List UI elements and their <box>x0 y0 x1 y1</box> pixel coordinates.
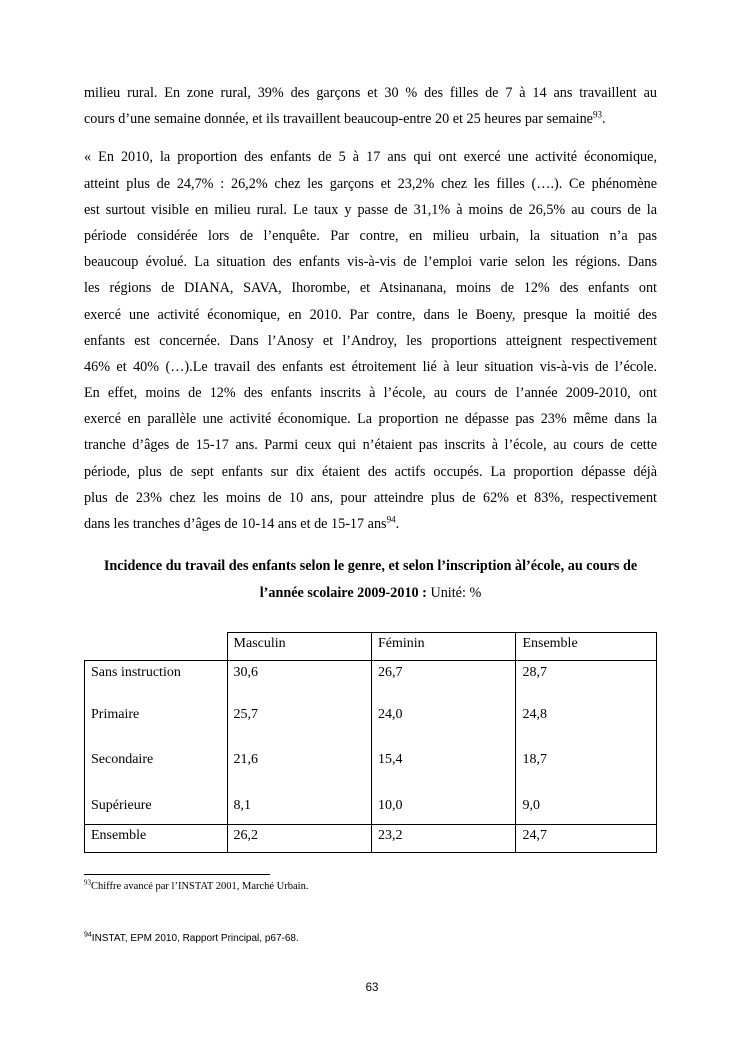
total-value: 24,7 <box>516 824 657 852</box>
table-row <box>85 748 657 793</box>
text-line: dans les tranches d’âges de 10-14 ans et de 15-17 ans$^{94}$. <box>84 514 400 532</box>
table-row <box>85 703 657 748</box>
cell-value: 30,6 <box>227 661 371 704</box>
header-empty-cell <box>85 633 228 661</box>
text-line: milieu rural. En zone rural, 39% des garçons et 30 % des filles de 7 à 14 ans travaillent au <box>84 85 657 101</box>
text-line: cours d’une semaine donnée, et ils travaillent beaucoup-entre 20 et 25 heures par semaine$^{93}$. <box>84 109 606 128</box>
incidence-table <box>84 632 657 853</box>
total-value: 23,2 <box>372 824 516 852</box>
cell-value: 26,7 <box>372 661 516 704</box>
text-line: « En 2010, la proportion des enfants de 5 à 17 ans qui ont exercé une activité économique, <box>84 149 657 166</box>
text-line: enfants est concernée. Dans l’Anosy et l’Androy, les proportions atteignent respectivement <box>84 332 657 349</box>
page-number: 63 <box>365 982 379 994</box>
footnote-ref-94[interactable]: 94 <box>386 514 396 525</box>
row-label: Primaire <box>85 703 228 748</box>
table-row <box>85 661 657 704</box>
cell-value: 10,0 <box>372 794 516 825</box>
row-label: Secondaire <box>85 748 228 793</box>
paragraph-1 <box>84 80 657 132</box>
footnote-93: $^{93}$Chiffre avancé par l’INSTAT 2001, Marché Urbain. <box>84 878 309 892</box>
table-header-row <box>85 633 657 661</box>
text-line: 46% et 40% (…).Le travail des enfants est étroitement lié à leur situation vis-à-vis de l’école. <box>84 358 657 375</box>
caption-unit: Unité: % <box>426 585 482 602</box>
total-label: Ensemble <box>85 824 228 852</box>
footnote-ref-93[interactable]: 93 <box>592 109 602 120</box>
text-line: beaucoup évolué. La situation des enfants vis-à-vis de l’emploi varie selon les régions. Dans <box>84 254 657 271</box>
cell-value: 24,0 <box>372 703 516 748</box>
paragraph-2 <box>84 144 657 537</box>
text-line: période, plus de sept enfants sur dix étaient des actifs occupés. La proportion dépasse déjà <box>84 463 657 480</box>
cell-value: 15,4 <box>372 748 516 793</box>
header-feminin: Féminin <box>372 633 516 661</box>
text-line: est surtout visible en milieu rural. Le taux y passe de 31,1% à moins de 26,5% au cours de la <box>84 201 657 218</box>
footnote-separator <box>84 874 270 875</box>
text-line: En effet, moins de 12% des enfants inscrits à l’école, au cours de l’année 2009-2010, ont <box>84 385 657 402</box>
page-body <box>84 80 657 843</box>
header-ensemble: Ensemble <box>516 633 657 661</box>
text-line: plus de 23% chez les moins de 10 ans, pour atteindre plus de 62% et 83%, respectivement <box>84 489 657 506</box>
cell-value: 24,8 <box>516 703 657 748</box>
table-caption <box>84 553 657 607</box>
text-line: les régions de DIANA, SAVA, Ihorombe, et Atsinanana, moins de 12% des enfants ont <box>84 280 657 297</box>
footnote-94: $^{94}$INSTAT, EPM 2010, Rapport Principal, p67-68. <box>84 931 299 944</box>
text-line: exercé une activité économique, en 2010. Par contre, dans le Boeny, presque la moitié des <box>84 306 657 323</box>
text-line: tranche d’âges de 15-17 ans. Parmi ceux qui n’étaient pas inscrits à l’école, au cours de cette <box>84 437 657 454</box>
cell-value: 8,1 <box>227 794 371 825</box>
cell-value: 9,0 <box>516 794 657 825</box>
text-line: période considérée lors de l’enquête. Par contre, en milieu urbain, la situation n’a pas <box>84 227 657 244</box>
cell-value: 28,7 <box>516 661 657 704</box>
table-total-row <box>85 824 657 852</box>
row-label: Sans instruction <box>85 661 228 704</box>
cell-value: 25,7 <box>227 703 371 748</box>
caption-line-1: Incidence du travail des enfants selon le genre, et selon l’inscription àl’école, au cours de <box>103 558 638 575</box>
caption-line-2: l’année scolaire 2009-2010 : Unité: % <box>259 585 482 602</box>
table-row <box>85 794 657 825</box>
cell-value: 18,7 <box>516 748 657 793</box>
total-value: 26,2 <box>227 824 371 852</box>
cell-value: 21,6 <box>227 748 371 793</box>
text-line: exercé en parallèle une activité économique. La proportion ne dépasse pas 23% même dans la <box>84 411 657 428</box>
row-label: Supérieure <box>85 794 228 825</box>
text-line: atteint plus de 24,7% : 26,2% chez les garçons et 23,2% chez les filles (….). Ce phénomène <box>84 175 657 192</box>
header-masculin: Masculin <box>227 633 371 661</box>
